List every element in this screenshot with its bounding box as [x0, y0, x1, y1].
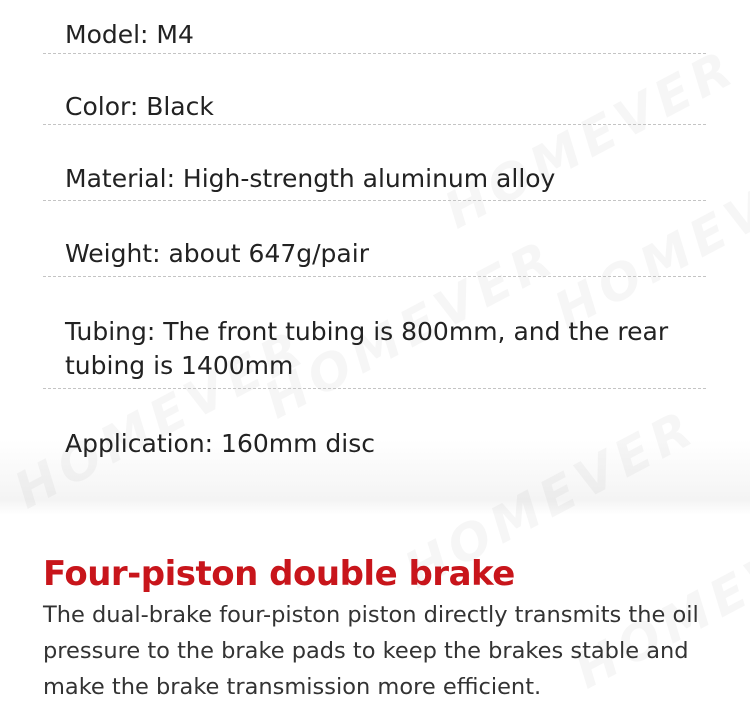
spec-row-material — [43, 124, 706, 201]
spec-row-weight — [43, 200, 706, 277]
spec-weight: Weight: about 647g/pair — [65, 239, 369, 268]
feature-description: The dual-brake four-piston piston directly transmits the oil pressure to the brake pads to keep the brakes stable and make the brake transmission more efficient. — [43, 602, 699, 700]
feature-title: Four-piston double brake — [43, 554, 515, 594]
spec-row-application — [43, 388, 706, 468]
spec-row-tubing — [43, 276, 706, 389]
spec-color: Color: Black — [65, 92, 214, 121]
spec-row-color — [43, 53, 706, 125]
spec-row-model — [43, 0, 706, 54]
spec-model: Model: M4 — [65, 20, 194, 49]
spec-tubing: Tubing: The front tubing is 800mm, and the rear tubing is 1400mm — [65, 317, 669, 380]
spec-application: Application: 160mm disc — [65, 429, 376, 458]
spec-material: Material: High-strength aluminum alloy — [65, 164, 556, 193]
